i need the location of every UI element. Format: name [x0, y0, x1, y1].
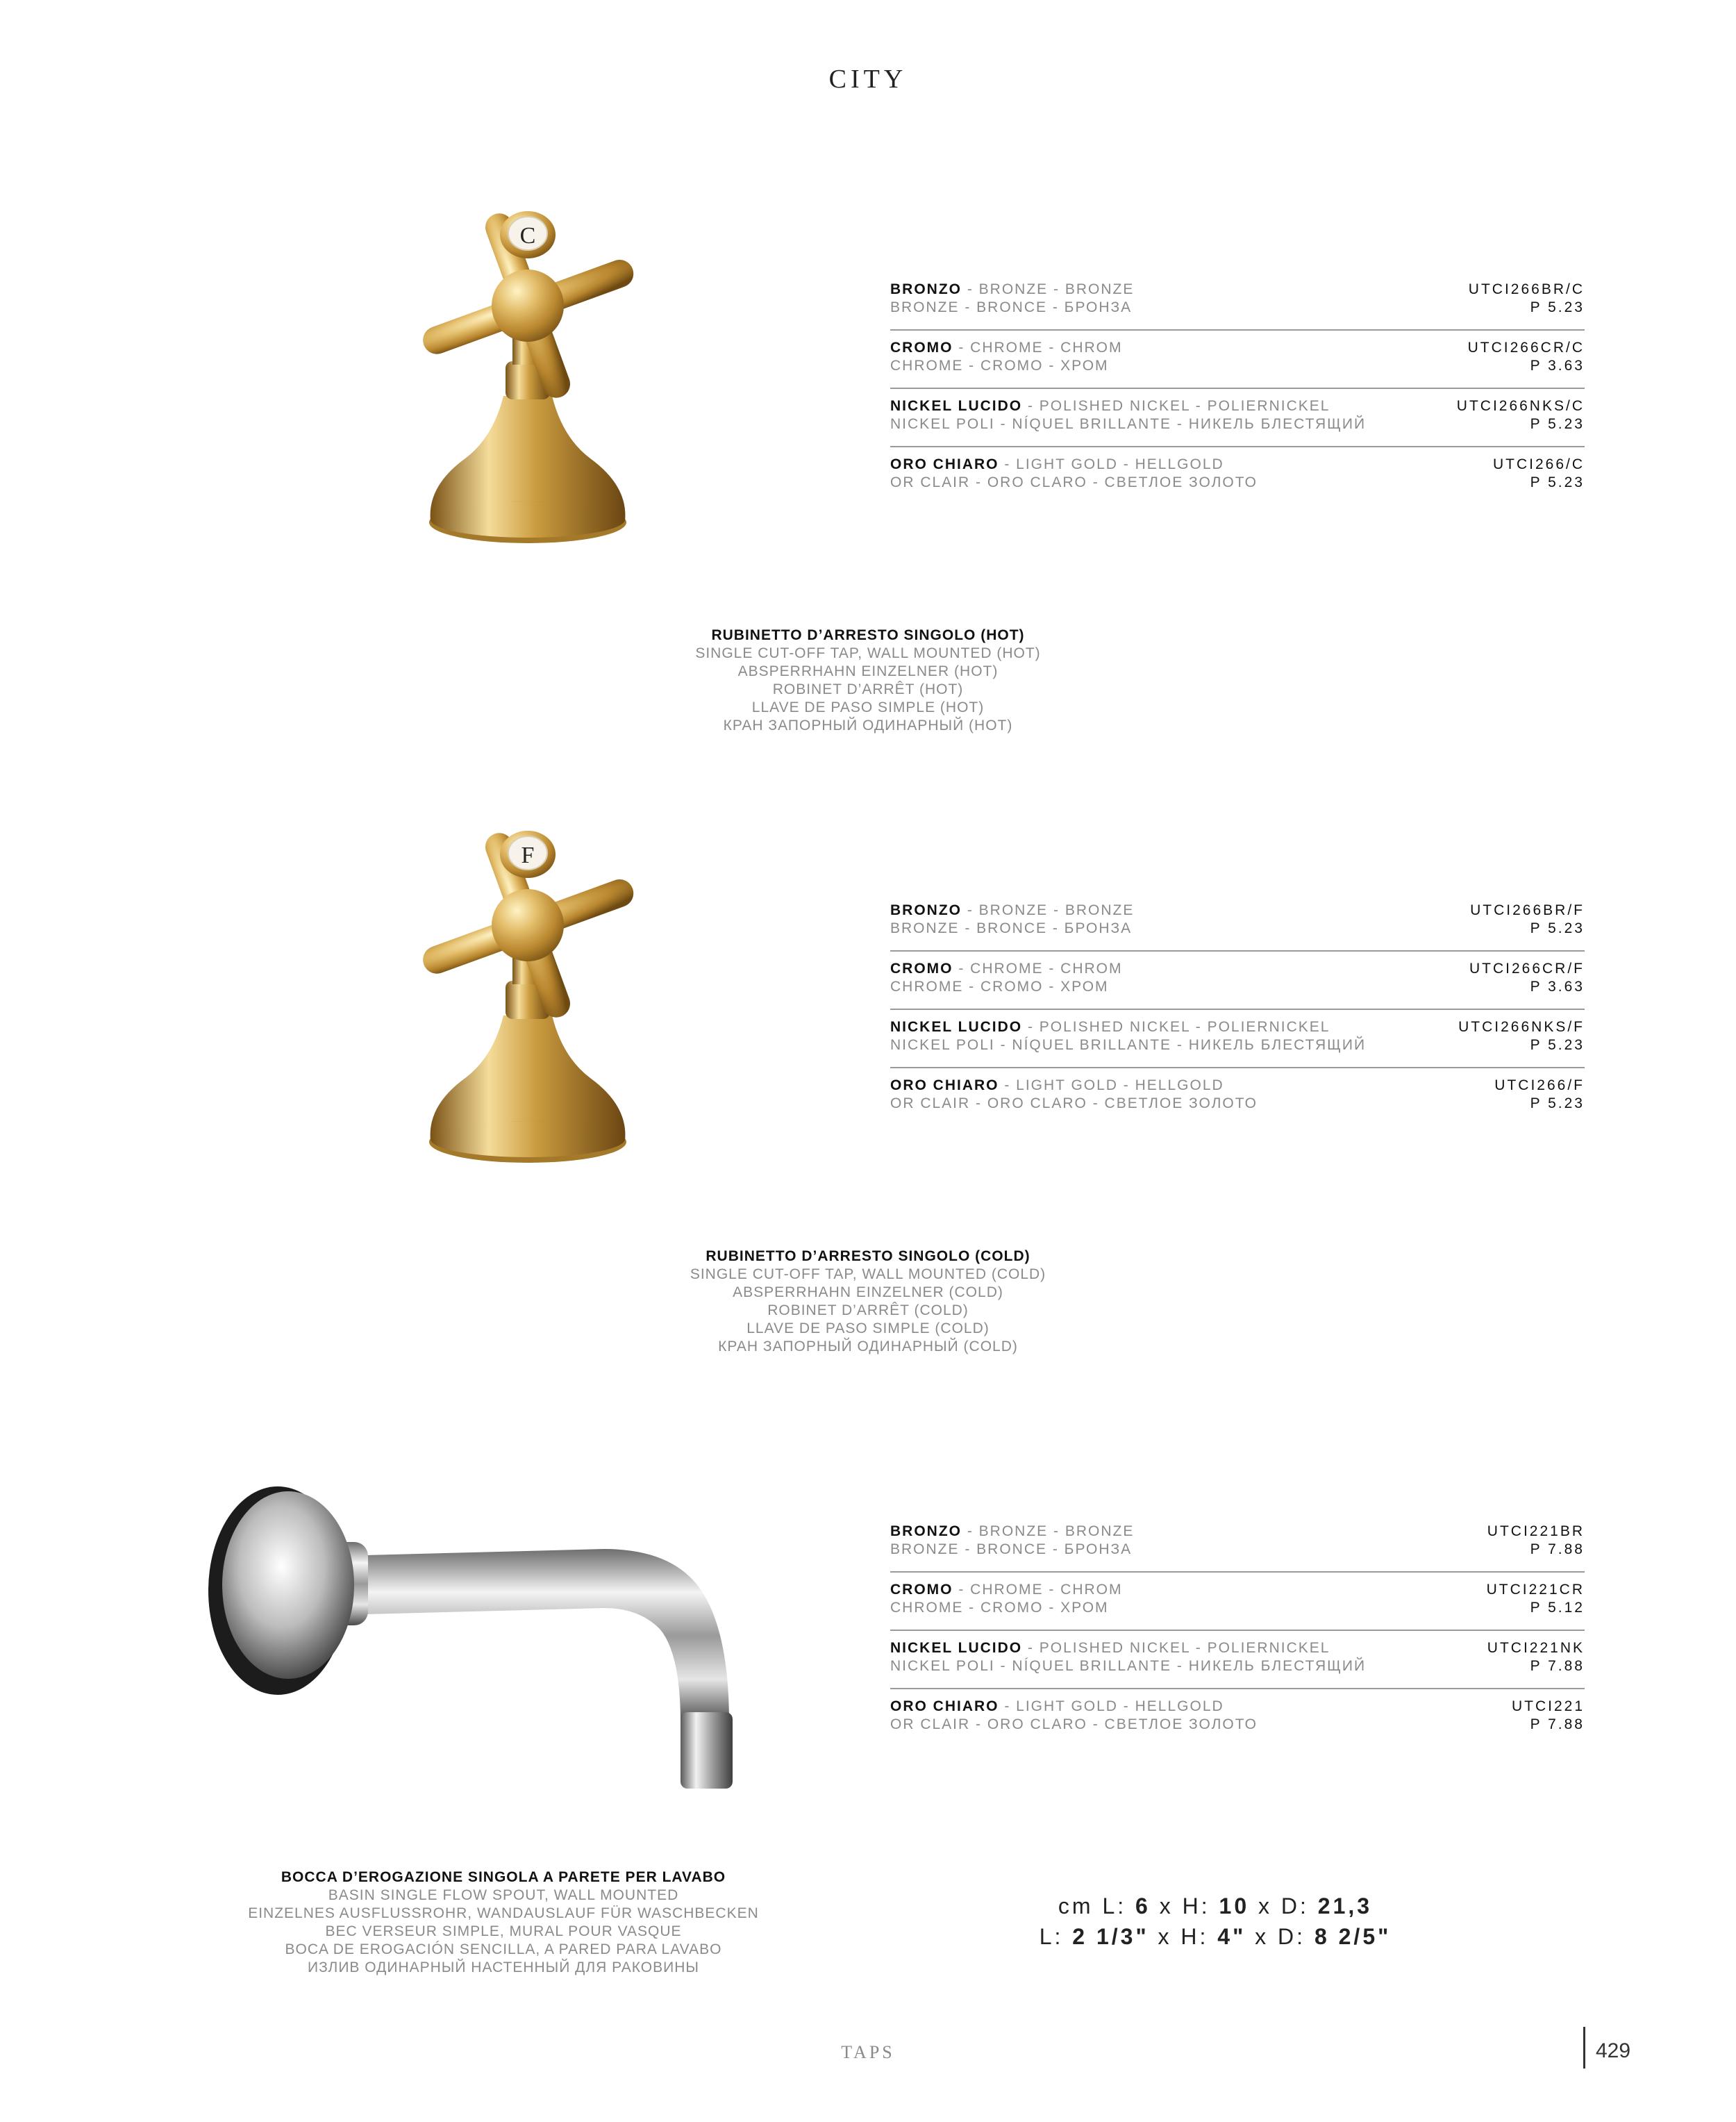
variant-row [890, 272, 1585, 331]
footer-divider [1583, 2027, 1585, 2069]
price: P 5.23 [1530, 474, 1585, 490]
variant-row [890, 1068, 1585, 1127]
finish-name: CROMO [890, 961, 953, 977]
price: P 3.63 [1530, 358, 1585, 374]
section-label: TAPS [841, 2042, 895, 2062]
finish-name: ORO CHIARO [890, 1077, 999, 1093]
product-code: UTCI266NKS/F [1458, 1019, 1585, 1035]
description-line: ABSPERRHAHN EINZELNER (COLD) [733, 1284, 1003, 1300]
price: P 5.12 [1530, 1600, 1585, 1616]
variant-row [890, 447, 1585, 506]
description-line: SINGLE CUT-OFF TAP, WALL MOUNTED (HOT) [695, 645, 1041, 661]
finish-translations-2: OR CLAIR - ORO CLARO - СВЕТЛОЕ ЗОЛОТО [890, 1716, 1258, 1732]
product-code: UTCI266BR/F [1470, 902, 1585, 918]
description-title: RUBINETTO D’ARRESTO SINGOLO (COLD) [706, 1248, 1030, 1264]
product-description-hot [590, 627, 1146, 735]
description-line: ИЗЛИВ ОДИНАРНЫЙ НАСТЕННЫЙ ДЛЯ РАКОВИНЫ [308, 1959, 699, 1975]
product-code: UTCI266NKS/C [1456, 398, 1585, 414]
variant-row [890, 952, 1585, 1010]
product-code: UTCI266/F [1494, 1077, 1585, 1093]
finish-name: CROMO [890, 340, 953, 356]
price: P 5.23 [1530, 1037, 1585, 1053]
page-title: CITY [828, 65, 908, 94]
spout-image [201, 1466, 799, 1799]
finish-translations: - LIGHT GOLD - HELLGOLD [999, 456, 1224, 472]
finish-translations: - BRONZE - BRONZE [962, 902, 1135, 918]
cap-letter: C [519, 223, 536, 249]
finish-translations: - CHROME - CHROM [953, 1582, 1123, 1598]
finish-name: ORO CHIARO [890, 456, 999, 472]
finish-translations-2: CHROME - CROMO - ХРОМ [890, 358, 1109, 374]
description-line: ROBINET D’ARRÊT (COLD) [767, 1302, 969, 1318]
description-line: SINGLE CUT-OFF TAP, WALL MOUNTED (COLD) [690, 1266, 1046, 1282]
description-line: LLAVE DE PASO SIMPLE (HOT) [751, 699, 985, 715]
description-title: BOCCA D’EROGAZIONE SINGOLA A PARETE PER LAVABO [281, 1869, 726, 1885]
product-code: UTCI221BR [1487, 1523, 1585, 1539]
description-line: ABSPERRHAHN EINZELNER (HOT) [737, 663, 999, 679]
product-description-cold [590, 1247, 1146, 1356]
price: P 7.88 [1530, 1541, 1585, 1557]
variant-row [890, 1514, 1585, 1573]
variant-row [890, 1573, 1585, 1631]
finish-translations-2: BRONZE - BRONCE - БРОНЗА [890, 1541, 1133, 1557]
finish-translations: - BRONZE - BRONZE [962, 281, 1135, 297]
finish-translations-2: CHROME - CROMO - ХРОМ [890, 1600, 1109, 1616]
finish-translations: - CHROME - CHROM [953, 340, 1123, 356]
finish-translations: - BRONZE - BRONZE [962, 1523, 1135, 1539]
description-line: BEC VERSEUR SIMPLE, MURAL POUR VASQUE [325, 1923, 682, 1939]
tap-cold-image [389, 814, 667, 1189]
finish-translations-2: NICKEL POLI - NÍQUEL BRILLANTE - НИКЕЛЬ БЛЕСТЯЩИЙ [890, 1658, 1367, 1674]
finish-name: BRONZO [890, 1523, 962, 1539]
finish-name: BRONZO [890, 902, 962, 918]
variant-row [890, 1631, 1585, 1689]
finish-translations-2: OR CLAIR - ORO CLARO - СВЕТЛОЕ ЗОЛОТО [890, 1095, 1258, 1111]
description-line: КРАН ЗАПОРНЫЙ ОДИНАРНЫЙ (COLD) [718, 1338, 1018, 1354]
finish-translations: - POLISHED NICKEL - POLIERNICKEL [1022, 1019, 1330, 1035]
finish-name: NICKEL LUCIDO [890, 1640, 1023, 1656]
price: P 5.23 [1530, 299, 1585, 315]
cap-letter: F [521, 843, 535, 868]
finish-name: CROMO [890, 1582, 953, 1598]
price: P 5.23 [1530, 1095, 1585, 1111]
variant-row [890, 1689, 1585, 1748]
finish-translations-2: CHROME - CROMO - ХРОМ [890, 979, 1109, 995]
variant-table-spout [890, 1514, 1585, 1748]
finish-translations: - POLISHED NICKEL - POLIERNICKEL [1022, 398, 1330, 414]
product-code: UTCI221NK [1487, 1640, 1585, 1656]
description-line: EINZELNES AUSFLUSSROHR, WANDAUSLAUF FÜR WASCHBECKEN [248, 1905, 759, 1921]
finish-translations-2: BRONZE - BRONCE - БРОНЗА [890, 299, 1133, 315]
product-description-spout [174, 1868, 833, 1977]
variant-row [890, 331, 1585, 389]
finish-translations: - CHROME - CHROM [953, 961, 1123, 977]
price: P 5.23 [1530, 920, 1585, 936]
price: P 7.88 [1530, 1716, 1585, 1732]
finish-name: BRONZO [890, 281, 962, 297]
product-code: UTCI266/C [1492, 456, 1585, 472]
tap-hot-image [389, 194, 667, 570]
finish-translations-2: BRONZE - BRONCE - БРОНЗА [890, 920, 1133, 936]
product-code: UTCI266CR/F [1469, 961, 1585, 977]
page-number: 429 [1596, 2039, 1631, 2062]
price: P 3.63 [1530, 979, 1585, 995]
finish-translations-2: NICKEL POLI - NÍQUEL BRILLANTE - НИКЕЛЬ БЛЕСТЯЩИЙ [890, 416, 1367, 432]
finish-translations: - POLISHED NICKEL - POLIERNICKEL [1022, 1640, 1330, 1656]
product-code: UTCI221CR [1486, 1582, 1585, 1598]
product-code: UTCI266BR/C [1468, 281, 1585, 297]
description-line: LLAVE DE PASO SIMPLE (COLD) [746, 1320, 990, 1336]
finish-name: ORO CHIARO [890, 1698, 999, 1714]
variant-table-hot [890, 272, 1585, 506]
variant-table-cold [890, 893, 1585, 1127]
finish-translations: - LIGHT GOLD - HELLGOLD [999, 1698, 1224, 1714]
product-code: UTCI221 [1511, 1698, 1585, 1714]
description-line: КРАН ЗАПОРНЫЙ ОДИНАРНЫЙ (HOT) [723, 718, 1013, 733]
description-title: RUBINETTO D’ARRESTO SINGOLO (HOT) [711, 627, 1025, 643]
finish-translations-2: NICKEL POLI - NÍQUEL BRILLANTE - НИКЕЛЬ БЛЕСТЯЩИЙ [890, 1037, 1367, 1053]
description-line: BASIN SINGLE FLOW SPOUT, WALL MOUNTED [328, 1887, 679, 1903]
description-line: BOCA DE EROGACIÓN SENCILLA, A PARED PARA LAVABO [285, 1941, 722, 1957]
finish-translations-2: OR CLAIR - ORO CLARO - СВЕТЛОЕ ЗОЛОТО [890, 474, 1258, 490]
description-line: ROBINET D’ARRÊT (HOT) [772, 681, 964, 697]
finish-name: NICKEL LUCIDO [890, 1019, 1023, 1035]
finish-translations: - LIGHT GOLD - HELLGOLD [999, 1077, 1224, 1093]
dimensions [1007, 1891, 1424, 1952]
dimensions-cm: cm L: 6 x H: 10 x D: 21,3 [1058, 1893, 1373, 1918]
price: P 7.88 [1530, 1658, 1585, 1674]
variant-row [890, 893, 1585, 952]
finish-name: NICKEL LUCIDO [890, 398, 1023, 414]
variant-row [890, 1010, 1585, 1068]
product-code: UTCI266CR/C [1467, 340, 1585, 356]
variant-row [890, 389, 1585, 447]
price: P 5.23 [1530, 416, 1585, 432]
dimensions-inches: L: 2 1/3" x H: 4" x D: 8 2/5" [1039, 1924, 1392, 1949]
